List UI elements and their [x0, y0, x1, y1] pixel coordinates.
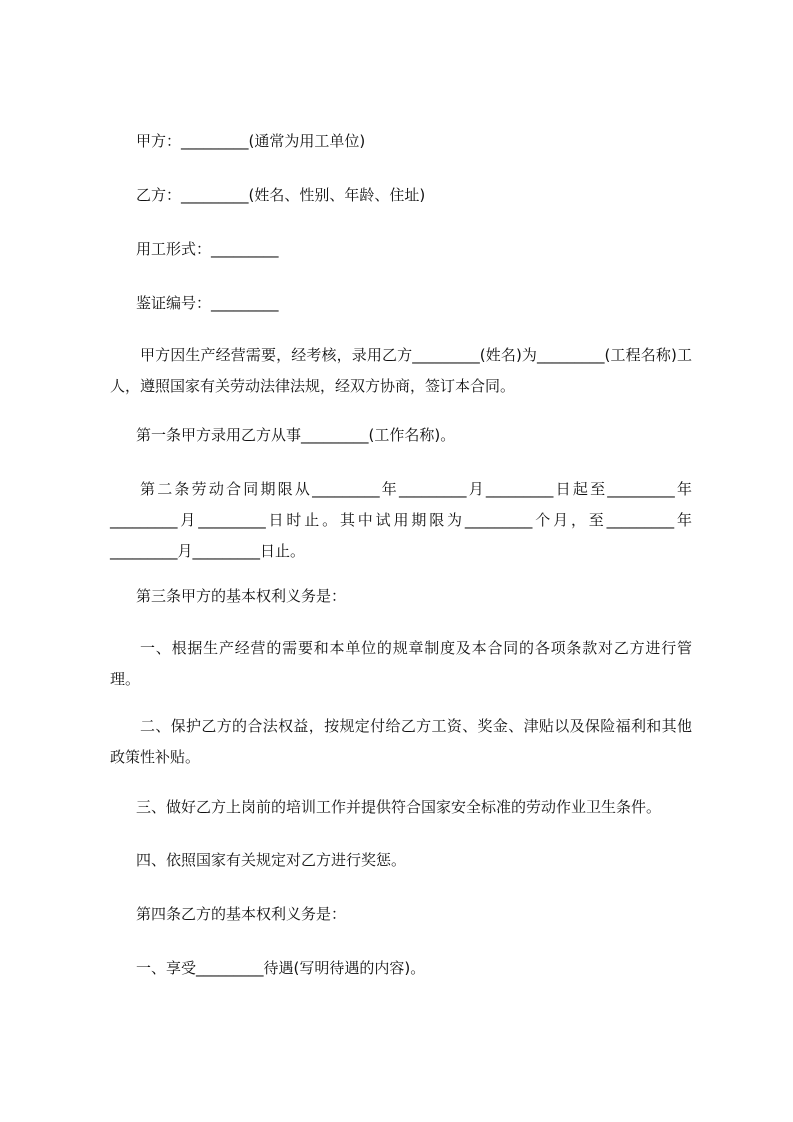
article-3-heading: 第三条甲方的基本权利义务是：	[136, 587, 347, 605]
party-b-line: 乙方：_________(姓名、性别、年龄、住址)	[136, 186, 426, 204]
article-3-item-3: 三、做好乙方上岗前的培训工作并提供符合国家安全标准的劳动作业卫生条件。	[136, 798, 662, 816]
article-3-item-2: 二、保护乙方的合法权益，按规定付给乙方工资、奖金、津贴以及保险福利和其他政策性补贴。	[110, 717, 692, 766]
article-4-item-1: 一、享受_________待遇(写明待遇的内容)。	[136, 959, 426, 977]
preamble-paragraph: 甲方因生产经营需要，经考核，录用乙方_________(姓名)为_________(工程名称)工人，遵照国家有关劳动法律法规，经双方协商，签订本合同。	[110, 346, 692, 395]
article-1: 第一条甲方录用乙方从事_________(工作名称)。	[136, 426, 456, 444]
employment-form-line: 用工形式：_________	[136, 240, 279, 258]
article-3-item-4: 四、依照国家有关规定对乙方进行奖惩。	[136, 851, 407, 869]
article-4-heading: 第四条乙方的基本权利义务是：	[136, 905, 347, 923]
certification-number-line: 鉴证编号：_________	[136, 294, 279, 312]
party-a-line: 甲方：_________(通常为用工单位)	[136, 132, 366, 150]
article-2: 第二条劳动合同期限从_________年_________月_________日起至_________年_________月_________日时止。其中试用期限为_________个月，至_________年_________月_________日止。	[110, 480, 692, 560]
article-3-item-1: 一、根据生产经营的需要和本单位的规章制度及本合同的各项条款对乙方进行管理。	[110, 639, 692, 688]
